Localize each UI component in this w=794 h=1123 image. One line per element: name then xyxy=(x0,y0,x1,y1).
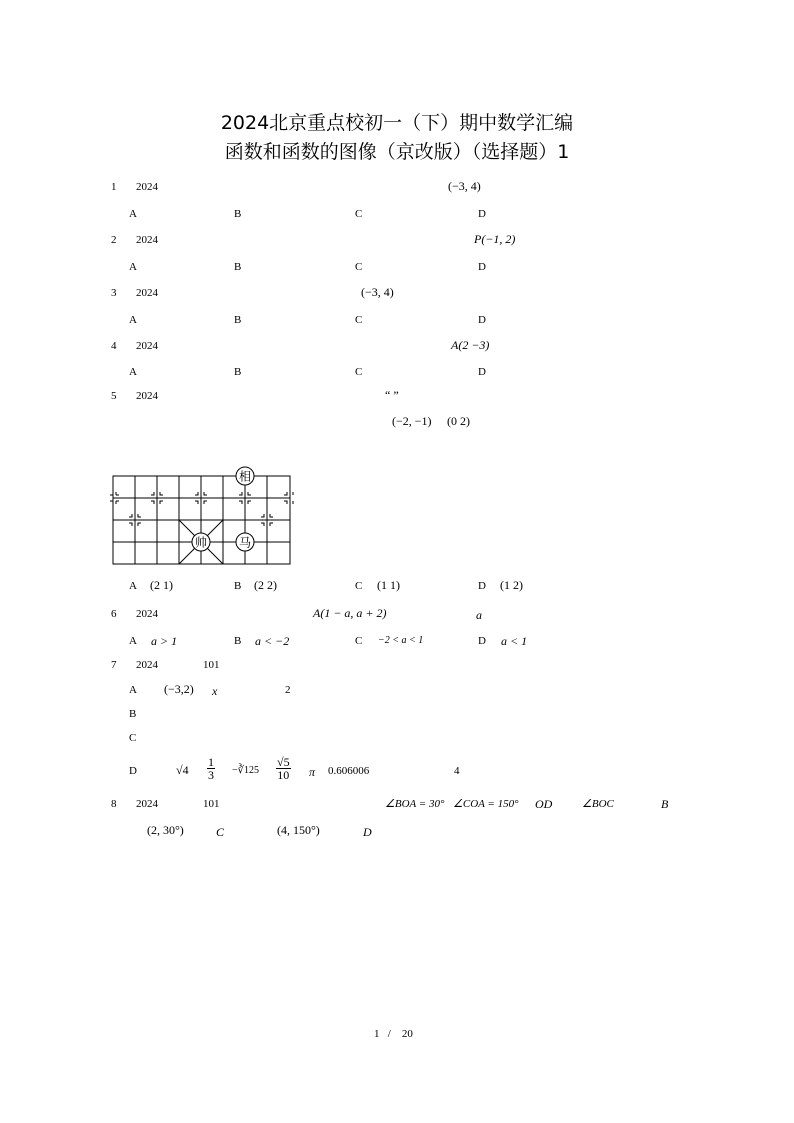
question-number: 4 xyxy=(111,340,117,352)
question-expr: A(1 − a, a + 2) xyxy=(313,606,387,620)
option-c-value: (1 1) xyxy=(377,578,400,592)
option-d-label: D xyxy=(478,366,486,378)
option-b-label: B xyxy=(234,366,242,378)
option-b-label: B xyxy=(234,208,242,220)
option-b-label: B xyxy=(234,580,242,592)
question-expr: P(−1, 2) xyxy=(474,232,516,246)
quote-marks: “ ” xyxy=(385,388,399,402)
question-year: 2024 xyxy=(136,390,158,402)
question-number: 7 xyxy=(111,659,117,671)
question-expr: A(2 −3) xyxy=(451,338,490,352)
option-d-value: (1 2) xyxy=(500,578,523,592)
chess-piece-xiang xyxy=(236,467,254,485)
angle-coa: ∠COA = 150° xyxy=(453,798,519,810)
coord-b: (2, 30°) xyxy=(147,823,184,837)
page-subtitle: 函数和函数的图像（京改版）（选择题）1 xyxy=(224,141,570,163)
chess-board-figure xyxy=(110,464,294,566)
question-year: 2024 xyxy=(136,798,158,810)
page-number: 1 / 20 xyxy=(374,1028,413,1040)
option-a-label: A xyxy=(129,635,137,647)
question-year: 2024 xyxy=(136,287,158,299)
option-d-fraction: $\frac{1}{3}$ xyxy=(208,755,214,782)
option-a-num: 2 xyxy=(285,684,291,696)
option-d-value: a < 1 xyxy=(501,634,528,648)
option-c-label: C xyxy=(355,314,363,326)
option-a-value: a > 1 xyxy=(151,634,178,648)
option-a-expr: (−3,2) xyxy=(164,682,194,696)
question-year: 2024 xyxy=(136,608,158,620)
question-number: 6 xyxy=(111,608,117,620)
option-d-count: 4 xyxy=(454,765,460,777)
question-year: 2024 xyxy=(136,234,158,246)
option-a-label: A xyxy=(129,580,137,592)
question-expr: (−3, 4) xyxy=(361,285,394,299)
option-d-label: D xyxy=(478,208,486,220)
option-c-label: C xyxy=(355,208,363,220)
option-c-label: C xyxy=(355,580,363,592)
point-d: D xyxy=(363,825,372,839)
option-b-label: B xyxy=(234,261,242,273)
coord-c: (4, 150°) xyxy=(277,823,320,837)
svg-text:帅: 帅 xyxy=(194,535,208,550)
option-c-label: C xyxy=(355,261,363,273)
page-title: 2024北京重点校初一（下）期中数学汇编 xyxy=(220,112,574,134)
question-year: 2024 xyxy=(136,181,158,193)
option-c-label: C xyxy=(129,732,137,744)
option-c-value: −2 < a < 1 xyxy=(378,635,424,646)
question-expr: (0 2) xyxy=(447,414,470,428)
question-var: a xyxy=(476,608,482,622)
option-d-item: 0.606006 xyxy=(328,765,370,777)
option-b-label: B xyxy=(129,708,137,720)
point-b: B xyxy=(661,797,669,811)
option-a-label: A xyxy=(129,261,137,273)
chess-piece-shuai xyxy=(192,533,210,551)
question-school: 101 xyxy=(203,659,220,671)
question-number: 5 xyxy=(111,390,117,402)
option-b-value: a < −2 xyxy=(255,634,290,648)
option-b-value: (2 2) xyxy=(254,578,277,592)
option-d-item: π xyxy=(309,765,316,779)
option-c-label: C xyxy=(355,635,363,647)
option-a-label: A xyxy=(129,208,137,220)
angle-boa: ∠BOA = 30° xyxy=(385,798,445,810)
ray-od: OD xyxy=(535,797,553,811)
option-c-label: C xyxy=(355,366,363,378)
option-d-item: −∛125 xyxy=(232,765,260,776)
question-school: 101 xyxy=(203,798,220,810)
angle-boc: ∠BOC xyxy=(582,798,614,810)
option-a-label: A xyxy=(129,684,137,696)
option-b-label: B xyxy=(234,314,242,326)
question-number: 3 xyxy=(111,287,117,299)
option-b-label: B xyxy=(234,635,242,647)
option-d-label: D xyxy=(478,314,486,326)
svg-text:马: 马 xyxy=(238,535,252,550)
option-d-label: D xyxy=(478,635,486,647)
question-number: 8 xyxy=(111,798,117,810)
option-d-label: D xyxy=(478,580,486,592)
option-a-var: x xyxy=(212,684,218,698)
option-d-item: √4 xyxy=(176,763,189,777)
point-c: C xyxy=(216,825,225,839)
question-year: 2024 xyxy=(136,340,158,352)
question-year: 2024 xyxy=(136,659,158,671)
option-a-label: A xyxy=(129,314,137,326)
option-a-value: (2 1) xyxy=(150,578,173,592)
option-d-label: D xyxy=(478,261,486,273)
question-expr: (−3, 4) xyxy=(448,179,481,193)
question-number: 2 xyxy=(111,234,117,246)
chess-piece-ma xyxy=(236,533,254,551)
option-a-label: A xyxy=(129,366,137,378)
svg-text:相: 相 xyxy=(238,469,252,484)
question-number: 1 xyxy=(111,181,117,193)
question-expr: (−2, −1) xyxy=(392,414,432,428)
option-d-fraction: $\frac{√5}{10}$ xyxy=(277,755,290,782)
option-d-label: D xyxy=(129,765,137,777)
